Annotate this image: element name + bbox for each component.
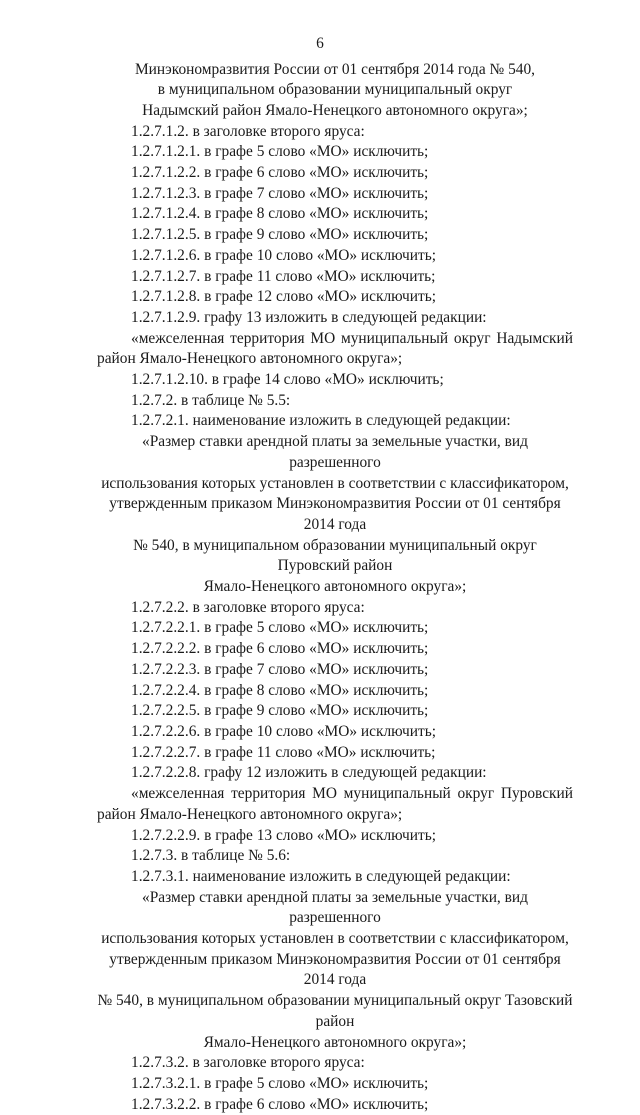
list-item: 1.2.7.3.1. наименование изложить в следующей редакции: (97, 867, 573, 888)
list-item: 1.2.7.3. в таблице № 5.6: (97, 846, 573, 867)
page-number: 6 (0, 36, 640, 52)
list-item: 1.2.7.3.2.1. в графе 5 слово «МО» исключить; (97, 1074, 573, 1095)
list-item: 1.2.7.1.2.10. в графе 14 слово «МО» исключить; (97, 370, 573, 391)
list-item: 1.2.7.2.2. в заголовке второго яруса: (97, 598, 573, 619)
list-item: 1.2.7.1.2.2. в графе 6 слово «МО» исключить; (97, 163, 573, 184)
list-item: 1.2.7.2.2.5. в графе 9 слово «МО» исключить; (97, 701, 573, 722)
text-line: Минэкономразвития России от 01 сентября 2014 года № 540, (97, 60, 573, 81)
list-item: 1.2.7.1.2.5. в графе 9 слово «МО» исключить; (97, 225, 573, 246)
list-item: 1.2.7.2.2.1. в графе 5 слово «МО» исключить; (97, 618, 573, 639)
text-line: «Размер ставки арендной платы за земельные участки, вид разрешенного (97, 432, 573, 473)
list-item: 1.2.7.1.2.6. в графе 10 слово «МО» исключить; (97, 246, 573, 267)
text-line: Ямало-Ненецкого автономного округа»; (97, 1033, 573, 1054)
text-line: использования которых установлен в соответствии с классификатором, (97, 474, 573, 495)
text-line: использования которых установлен в соответствии с классификатором, (97, 929, 573, 950)
list-item: 1.2.7.1.2.7. в графе 11 слово «МО» исключить; (97, 267, 573, 288)
document-body (97, 60, 573, 1115)
text-line: «Размер ставки арендной платы за земельные участки, вид разрешенного (97, 888, 573, 929)
list-item: 1.2.7.2.2.8. графу 12 изложить в следующей редакции: (97, 763, 573, 784)
list-item: 1.2.7.1.2.9. графу 13 изложить в следующей редакции: (97, 308, 573, 329)
list-item: 1.2.7.3.2.2. в графе 6 слово «МО» исключить; (97, 1095, 573, 1115)
list-item: 1.2.7.2. в таблице № 5.5: (97, 391, 573, 412)
list-item: 1.2.7.2.2.7. в графе 11 слово «МО» исключить; (97, 743, 573, 764)
text-line: в муниципальном образовании муниципальный округ (97, 80, 573, 101)
text-line: № 540, в муниципальном образовании муниципальный округ Тазовский район (97, 991, 573, 1032)
list-item: 1.2.7.2.2.9. в графе 13 слово «МО» исключить; (97, 826, 573, 847)
text-line: утвержденным приказом Минэкономразвития России от 01 сентября 2014 года (97, 494, 573, 535)
list-item: 1.2.7.1.2.4. в графе 8 слово «МО» исключить; (97, 204, 573, 225)
list-item: 1.2.7.1.2. в заголовке второго яруса: (97, 122, 573, 143)
list-item: 1.2.7.2.2.6. в графе 10 слово «МО» исключить; (97, 722, 573, 743)
text-line: Ямало-Ненецкого автономного округа»; (97, 577, 573, 598)
text-line: № 540, в муниципальном образовании муниципальный округ Пуровский район (97, 536, 573, 577)
list-item: 1.2.7.2.2.3. в графе 7 слово «МО» исключить; (97, 660, 573, 681)
list-item: 1.2.7.1.2.8. в графе 12 слово «МО» исключить; (97, 287, 573, 308)
list-item: 1.2.7.2.2.4. в графе 8 слово «МО» исключить; (97, 681, 573, 702)
text-line: Надымский район Ямало-Ненецкого автономного округа»; (97, 101, 573, 122)
list-item: 1.2.7.1.2.3. в графе 7 слово «МО» исключить; (97, 184, 573, 205)
list-item: 1.2.7.3.2. в заголовке второго яруса: (97, 1053, 573, 1074)
quoted-text: «межселенная территория МО муниципальный округ Надымский район Ямало-Ненецкого автономного округа»; (97, 329, 573, 370)
list-item: 1.2.7.2.2.2. в графе 6 слово «МО» исключить; (97, 639, 573, 660)
list-item: 1.2.7.2.1. наименование изложить в следующей редакции: (97, 411, 573, 432)
list-item: 1.2.7.1.2.1. в графе 5 слово «МО» исключить; (97, 142, 573, 163)
quoted-text: «межселенная территория МО муниципальный округ Пуровский район Ямало-Ненецкого автономного округа»; (97, 784, 573, 825)
text-line: утвержденным приказом Минэкономразвития России от 01 сентября 2014 года (97, 950, 573, 991)
